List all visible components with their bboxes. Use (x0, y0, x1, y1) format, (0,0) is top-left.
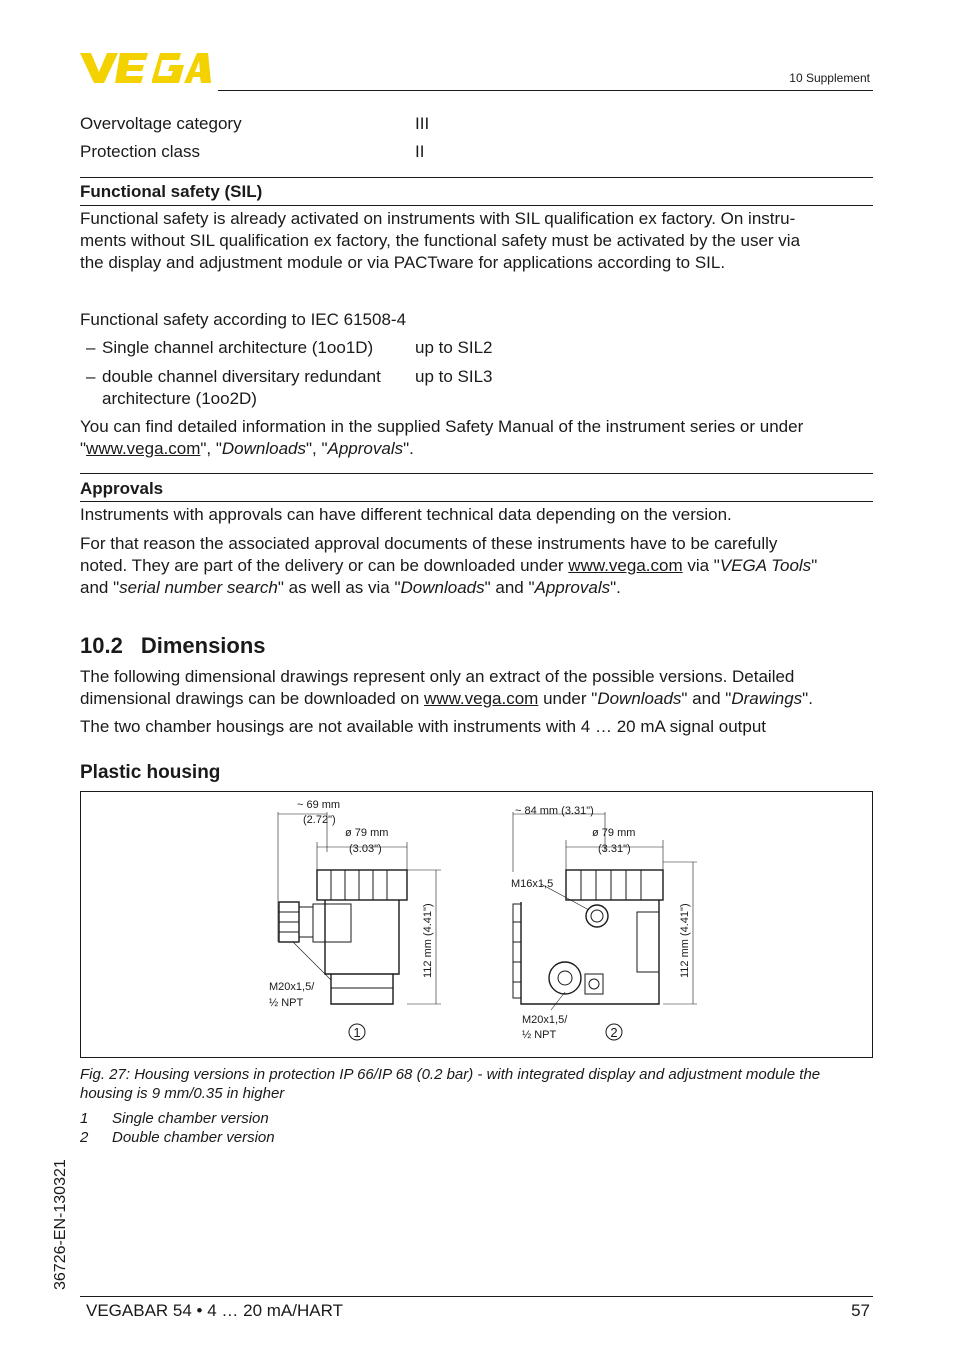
callout-number: 1 (353, 1025, 361, 1040)
sil-row-value: up to SIL2 (415, 338, 493, 357)
legend-number: 1 (80, 1110, 89, 1127)
legend-number: 2 (80, 1129, 89, 1146)
approvals-paragraph: Instruments with approvals can have different technical data depending on the version. (80, 505, 732, 524)
legend-text: Single chamber version (112, 1110, 269, 1127)
divider (80, 473, 873, 474)
legend-text: Double chamber version (112, 1129, 275, 1146)
spec-label: Overvoltage category (80, 114, 242, 133)
approvals-heading: Approvals (80, 479, 164, 498)
thread-label: M16x1,5 (511, 878, 554, 890)
dimensions-paragraph: The following dimensional drawings represent only an extract of the possible versions. Detailed dimensional drawings can be downloaded on www.vega.com under "Downloads" and "Drawings". (80, 667, 813, 708)
section-title: 10.2 Dimensions (80, 633, 266, 658)
conn-label: ½ NPT (269, 997, 304, 1009)
sil-paragraph: Functional safety is already activated on instruments with SIL qualification ex factory. On instru- ments without SIL qualification ex factory, the functional safety must be activated by the user via the display and adjustment module or via PACTware for applications according to SIL. (80, 209, 801, 272)
approvals-paragraph: For that reason the associated approval documents of these instruments have to be carefully noted. They are part of the delivery or can be downloaded under www.vega.com via "VEGA Tools" and "serial number search" as well as via "Downloads" and "Approvals". (80, 534, 818, 597)
header-rule (218, 90, 873, 91)
sil-row-label: double channel diversitary redundant architecture (1oo2D) (102, 367, 381, 408)
conn-label: M20x1,5/ (522, 1014, 568, 1026)
dim-label: ø 79 mm (345, 827, 389, 839)
list-dash: – (86, 338, 96, 357)
conn-label: ½ NPT (522, 1029, 557, 1041)
vega-link[interactable]: www.vega.com (86, 439, 201, 458)
dim-label: (2.72") (303, 814, 336, 826)
list-dash: – (86, 367, 96, 386)
sil-more-info: You can find detailed information in the supplied Safety Manual of the instrument series or under "www.vega.com", "Downloads", "Approvals". (80, 417, 804, 458)
page-number: 57 (851, 1301, 870, 1320)
height-label: 112 mm (4.41") (679, 903, 691, 978)
sil-row-label: Single channel architecture (1oo1D) (102, 338, 374, 357)
divider (80, 501, 873, 502)
vega-link[interactable]: www.vega.com (424, 689, 539, 708)
single-chamber-housing (278, 812, 441, 1004)
dimensions-paragraph: The two chamber housings are not available with instruments with 4 … 20 mA signal output (80, 717, 767, 736)
divider (80, 177, 873, 178)
height-label: 112 mm (4.41") (422, 903, 434, 978)
double-chamber-housing (513, 812, 697, 1010)
vega-link[interactable]: www.vega.com (568, 556, 683, 575)
callout-number: 2 (610, 1025, 618, 1040)
dim-label: (3.03") (349, 843, 382, 855)
spec-value: II (415, 142, 425, 161)
doc-id: 36726-EN-130321 (52, 1159, 69, 1290)
dim-label: ~ 69 mm (297, 799, 341, 811)
dim-label: (3.31") (598, 843, 631, 855)
sil-row-value: up to SIL3 (415, 367, 493, 386)
header-section: 10 Supplement (789, 71, 870, 85)
sil-heading: Functional safety (SIL) (80, 182, 263, 201)
divider (80, 205, 873, 206)
spec-label: Protection class (80, 142, 200, 161)
footer-product: VEGABAR 54 • 4 … 20 mA/HART (86, 1301, 343, 1320)
subheading: Plastic housing (80, 762, 221, 783)
conn-label: M20x1,5/ (269, 981, 315, 993)
dim-label: ~ 84 mm (3.31") (515, 805, 594, 817)
footer-rule (80, 1296, 873, 1297)
sil-iec: Functional safety according to IEC 61508-4 (80, 310, 407, 329)
dimension-drawing (81, 792, 871, 1056)
dim-label: ø 79 mm (592, 827, 636, 839)
spec-value: III (415, 114, 430, 133)
vega-logo (80, 50, 212, 84)
figure-caption: Fig. 27: Housing versions in protection IP 66/IP 68 (0.2 bar) - with integrated display and adjustment module the housing is 9 mm/0.35 in higher (80, 1066, 821, 1102)
